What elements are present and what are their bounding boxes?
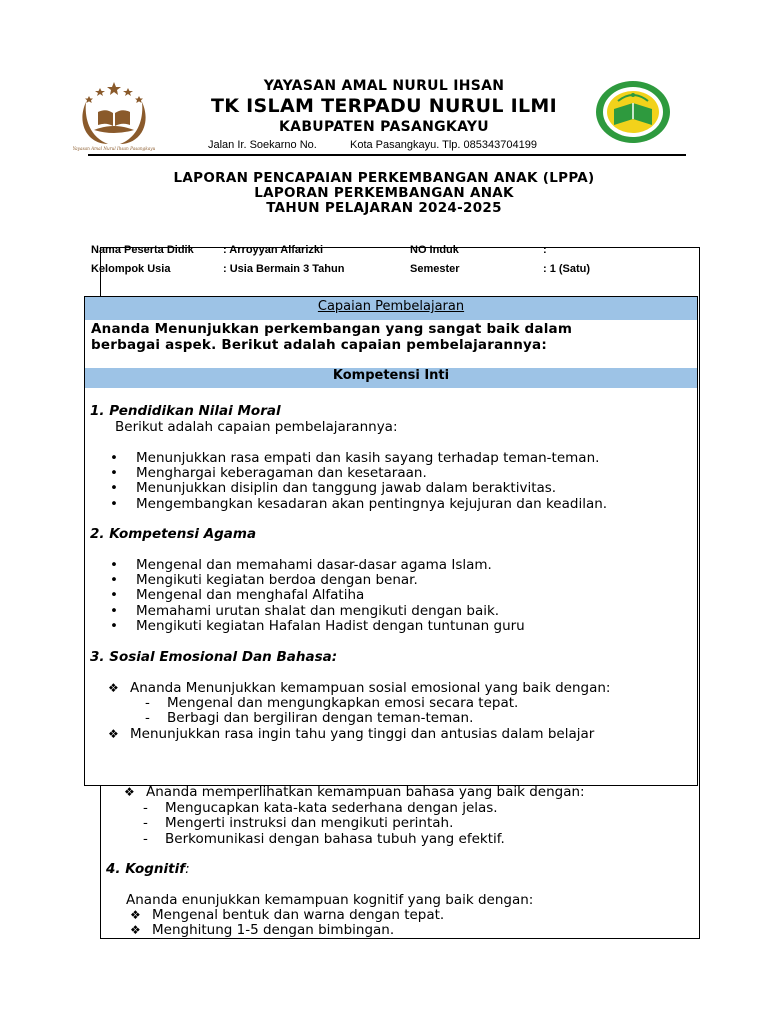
list-item: ❖ Menunjukkan rasa ingin tahu yang tinggi dan antusias dalam belajar (108, 726, 595, 742)
section-cognitive-title: 4. Kognitif: (106, 861, 190, 877)
section-moral-intro: Berikut adalah capaian pembelajarannya: (115, 419, 398, 435)
list-item: • Mengikuti kegiatan Hafalan Hadist dengan tuntunan guru (110, 618, 525, 634)
achievement-heading: Capaian Pembelajaran (317, 299, 465, 314)
list-item: • Menunjukkan disiplin dan tanggung jawab dalam beraktivitas. (110, 480, 557, 496)
achievement-heading-band (85, 297, 697, 320)
diamond-bullet-icon: ❖ (130, 923, 141, 937)
list-item: - Mengenal dan mengungkapkan emosi secara tepat. (145, 695, 519, 711)
section-moral-title: 1. Pendidikan Nilai Moral (90, 403, 281, 419)
semester-label: Semester (410, 263, 460, 275)
group-label: Kelompok Usia (91, 263, 171, 275)
section-cognitive-intro: Ananda enunjukkan kemampuan kognitif yang baik dengan: (126, 892, 534, 908)
section-social-title: 3. Sosial Emosional Dan Bahasa: (90, 649, 338, 665)
list-item: - Mengerti instruksi dan mengikuti perintah. (143, 815, 454, 831)
foundation-logo-text: Yayasan Amal Nurul Ihsan Pasangkayu (72, 146, 156, 151)
diamond-bullet-icon: ❖ (108, 681, 119, 695)
school-name: TK ISLAM TERPADU NURUL ILMI (210, 95, 558, 117)
diamond-bullet-icon: ❖ (130, 908, 141, 922)
list-item: - Mengucapkan kata-kata sederhana dengan jelas. (143, 800, 498, 816)
diamond-bullet-icon: ❖ (124, 785, 135, 799)
header-rule (88, 154, 686, 156)
list-item: ❖ Ananda Menunjukkan kemampuan sosial emosional yang baik dengan: (108, 680, 611, 696)
core-heading: Kompetensi Inti (332, 368, 450, 383)
address-city-phone: Kota Pasangkayu. Tlp. 085343704199 (350, 139, 537, 151)
list-item: • Mengenal dan memahami dasar-dasar agama Islam. (110, 557, 492, 573)
list-item: • Mengenal dan menghafal Alfatiha (110, 587, 365, 603)
report-title-2: LAPORAN PERKEMBANGAN ANAK (254, 185, 514, 201)
diamond-bullet-icon: ❖ (108, 727, 119, 741)
list-item: ❖ Mengenal bentuk dan warna dengan tepat. (130, 907, 445, 923)
student-name-label: Nama Peserta Didik (91, 244, 194, 256)
list-item: • Mengembangkan kesadaran akan pentingnya kejujuran dan keadilan. (110, 496, 608, 512)
achievement-summary-2: berbagai aspek. Berikut adalah capaian pembelajarannya: (91, 337, 547, 353)
list-item: ❖ Menghitung 1-5 dengan bimbingan. (130, 922, 395, 938)
foundation-name: YAYASAN AMAL NURUL IHSAN (263, 78, 505, 94)
student-id-label: NO Induk (410, 244, 459, 256)
list-item: - Berbagi dan bergiliran dengan teman-teman. (145, 710, 474, 726)
achievement-summary-1: Ananda Menunjukkan perkembangan yang sangat baik dalam (91, 321, 573, 337)
report-title-3: TAHUN PELAJARAN 2024-2025 (266, 200, 502, 216)
list-item: • Mengikuti kegiatan berdoa dengan benar. (110, 572, 418, 588)
list-item: ❖ Ananda memperlihatkan kemampuan bahasa yang baik dengan: (124, 784, 585, 800)
list-item: • Menghargai keberagaman dan kesetaraan. (110, 465, 427, 481)
student-name-value: : Arroyyan Alfarizki (223, 244, 324, 256)
address-street: Jalan Ir. Soekarno No. (208, 139, 317, 151)
group-value: : Usia Bermain 3 Tahun (223, 263, 345, 275)
regency-name: KABUPATEN PASANGKAYU (279, 119, 489, 135)
list-item: • Memahami urutan shalat dan mengikuti dengan baik. (110, 603, 500, 619)
section-religion-title: 2. Kompetensi Agama (90, 526, 257, 542)
semester-value: : 1 (Satu) (543, 263, 591, 275)
student-id-value: : (543, 244, 547, 256)
list-item: - Berkomunikasi dengan bahasa tubuh yang efektif. (143, 831, 505, 847)
report-title-1: LAPORAN PENCAPAIAN PERKEMBANGAN ANAK (LPPA) (173, 170, 595, 186)
list-item: • Menunjukkan rasa empati dan kasih sayang terhadap teman-teman. (110, 450, 600, 466)
core-heading-band (85, 368, 697, 388)
